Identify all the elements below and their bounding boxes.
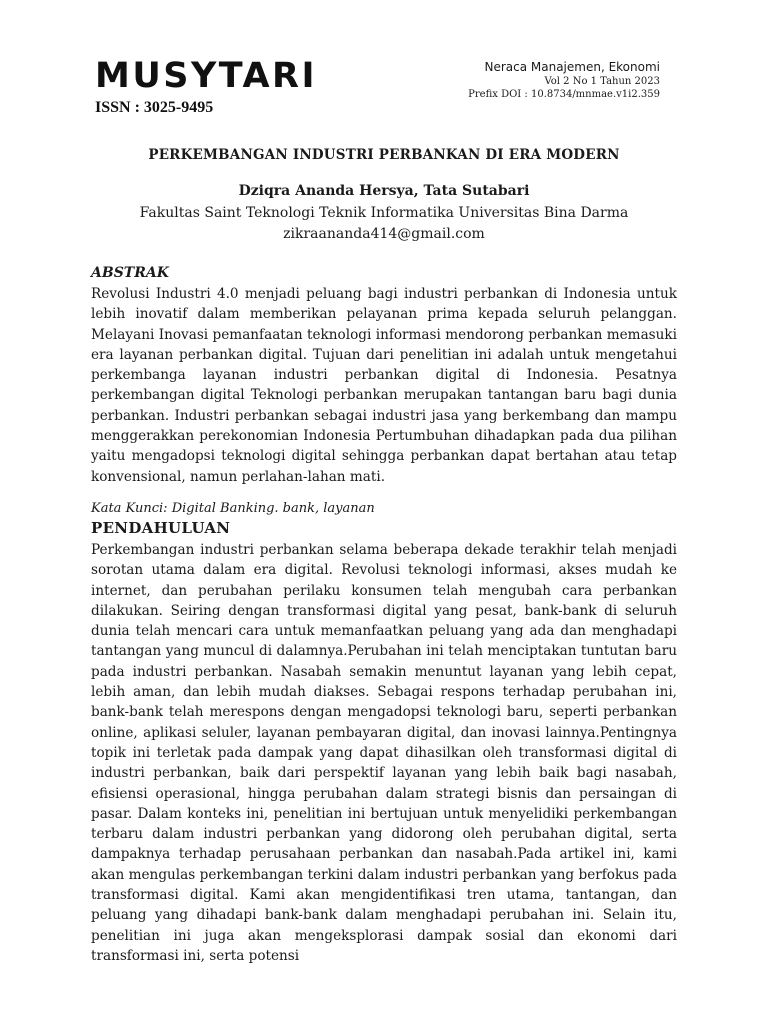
journal-doi: Prefix DOI : 10.8734/mnmae.v1i2.359 [468,89,660,100]
abstract-text: Revolusi Industri 4.0 menjadi peluang bagi industri perbankan di Indonesia untuk lebih inovatif dalam memberikan pelayanan prima kepada seluruh pelanggan. Melayani Inovasi pemanfaatan teknologi informasi mendorong perbankan memasuki era layanan perbankan digital. Tujuan dari penelitian ini adalah untuk mengetahui perkembanga layanan industri perbankan digital di Indonesia. Pesatnya perkembangan digital Teknologi perbankan merupakan tantangan baru bagi dunia perbankan. Industri perbankan sebagai industri jasa yang berkembang dan mampu menggerakkan perekonomian Indonesia Pertumbuhan dihadapkan pada dua pilihan yaitu mengadopsi teknologi digital sehingga perbankan dapat bertahan atau tetap konvensional, namun perlahan-lahan mati. [91,286,677,485]
author-email: zikraananda414@gmail.com [283,226,485,242]
abstract-heading: ABSTRAK [91,265,169,281]
section-heading-introduction: PENDAHULUAN [91,519,231,537]
paper-title: PERKEMBANGAN INDUSTRI PERBANKAN DI ERA MODERN [148,147,620,163]
journal-volume: Vol 2 No 1 Tahun 2023 [544,76,660,87]
journal-name: Neraca Manajemen, Ekonomi [484,60,660,74]
introduction-text: Perkembangan industri perbankan selama beberapa dekade terakhir telah menjadi sorotan utama dalam era digital. Revolusi teknologi informasi, akses mudah ke internet, dan perubahan perilaku konsumen telah mengubah cara perbankan dilakukan. Seiring dengan transformasi digital yang pesat, bank-bank di seluruh dunia telah mencari cara untuk memanfaatkan peluang yang ada dan menghadapi tantangan yang muncul di dalamnya.Perubahan ini telah menciptakan tuntutan baru pada industri perbankan. Nasabah semakin menuntut layanan yang lebih cepat, lebih aman, dan lebih mudah diakses. Sebagai respons terhadap perubahan ini, bank-bank telah merespons dengan mengadopsi teknologi baru, seperti perbankan online, aplikasi seluler, layanan pembayaran digital, dan inovasi lainnya.Pentingnya topik ini terletak pada dampak yang dapat dihasilkan oleh transformasi digital di industri perbankan, baik dari perspektif layanan yang lebih baik bagi nasabah, efisiensi operasional, hingga perubahan dalam strategi bisnis dan persaingan di pasar. Dalam konteks ini, penelitian ini bertujuan untuk menyelidiki perkembangan terbaru dalam industri perbankan yang didorong oleh perubahan digital, serta dampaknya terhadap perusahaan perbankan dan nasabah.Pada artikel ini, kami akan mengulas perkembangan terkini dalam industri perbankan yang berfokus pada transformasi digital. Kami akan mengidentifikasi tren utama, tantangan, dan peluang yang dihadapi bank-bank dalam menghadapi perubahan ini. Selain itu, penelitian ini juga akan mengeksplorasi dampak sosial dan ekonomi dari transformasi ini, serta potensi [91,542,677,964]
page-header [95,56,660,126]
issn: ISSN : 3025-9495 [95,99,214,116]
keywords: Kata Kunci: Digital Banking. bank, layanan [91,501,375,516]
author-affiliation: Fakultas Saint Teknologi Teknik Informatika Universitas Bina Darma [139,205,629,221]
journal-info [468,60,660,101]
journal-logo: MUSYTARI [95,56,318,96]
paper-authors: Dziqra Ananda Hersya, Tata Sutabari [238,183,530,199]
